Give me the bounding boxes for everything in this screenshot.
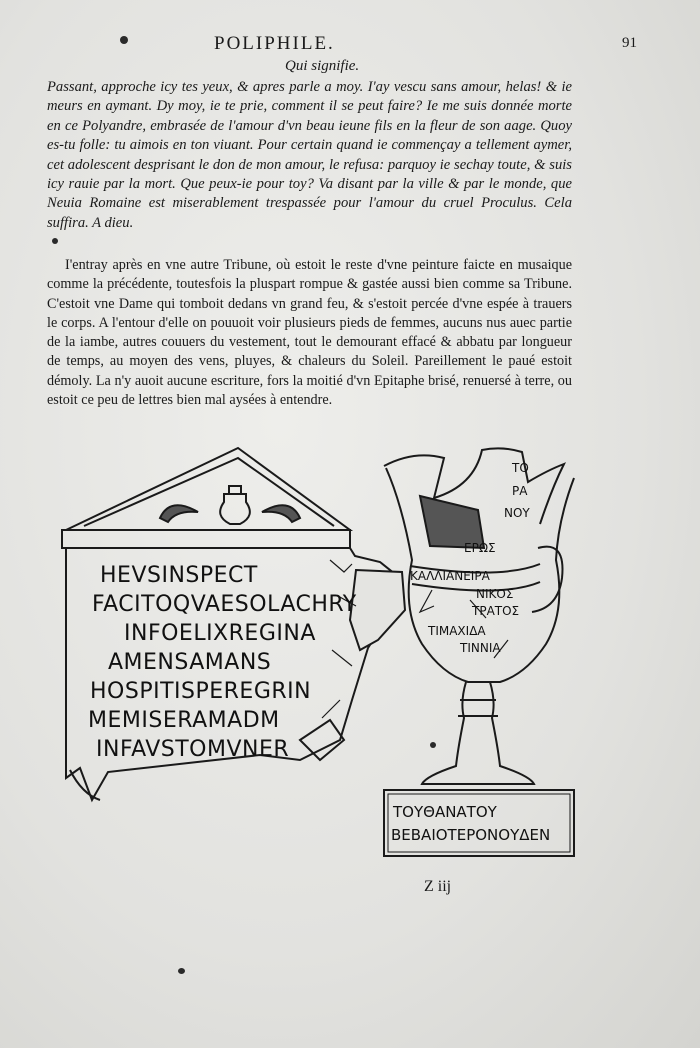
inscription-line: HOSPITISPEREGRIN <box>90 679 312 704</box>
vase-text-line: ΤΡΑΤΟΣ <box>472 604 520 618</box>
inscription-line: INFOELIXREGINA <box>124 621 316 646</box>
inscription-line: AMENSAMANS <box>108 650 272 675</box>
tablet-inscription <box>88 563 357 762</box>
vase-text-line: ΚΑΛΛΙΑΝΕΙΡΑ <box>410 569 490 583</box>
vase-inscription <box>410 461 530 655</box>
ink-spot <box>120 36 128 44</box>
page-number: 91 <box>622 35 637 51</box>
vase-text-line: ΝΟΥ <box>504 506 530 520</box>
base-text-line: ΒΕΒΑΙΟΤΕΡΟΝΟΥΔΕΝ <box>391 826 551 844</box>
inscription-line: HEVSINSPECT <box>100 563 258 588</box>
ink-spot <box>178 968 185 974</box>
running-title: POLIPHILE. <box>214 33 335 54</box>
inscription-line: MEMISERAMADM <box>88 708 280 733</box>
epitaph-text: Passant, approche icy tes yeux, & apres parle a moy. I'ay vescu sans amour, helas! & ie meurs en aymant. Dy moy, ie te prie, comment il se peut faire? Ie me suis donnée morte en ce Polyandre, embrasée de l'amour d'vn beau ieune fils en la fleur de son aage. Quoy es-tu folle: tu aimois en ton viuant. Pour certain quand ie commençay a tellement aymer, cet adolescent desprisant le don de mon amour, le refusa: parquoy ie sechay toute, & suis icy rauie par la mort. Que peux-ie pour toy? Va disant par la ville & par le monde, que Neuia Romaine est miserablement trespassée pour l'amour du cruel Proculus. Cela suffira. A dieu. <box>47 79 572 231</box>
vase-text-line: ΕΡΩΣ <box>464 541 496 555</box>
signature-mark: Z iij <box>424 878 452 895</box>
body-paragraph: I'entray après en vne autre Tribune, où estoit le reste d'vne peinture faicte en musaique comme la précédente, toutesfois la pluspart rompue & gastée aussi bien comme sa Tribune. C'estoit vne Dame qui tomboit dedans vn grand feu, & s'estoit percée d'vne espée à trauers le corps. A l'entour d'elle on pouuoit voir plusieurs pieds de femmes, aucuns nus auec partie de la iambe, autres couuers du vestement, tout le demourant effacé & abbatu par longueur de temps, au moyen des vens, pluyes, & chaleurs du Soleil. Pareillement le paué estoit démoly. La n'y auoit aucune escriture, fors la moitié d'vn Epitaphe brisé, renuersé à terre, ou estoit ce peu de lettres bien mal aysées à entendre. <box>47 257 572 409</box>
vase-base-inscription <box>391 803 550 844</box>
inscription-line: FACITOQVAESOLACHRY <box>92 592 357 617</box>
ink-spot <box>52 238 58 244</box>
vase-text-line: ΤΟ <box>512 461 529 475</box>
ink-spot <box>430 742 436 748</box>
epitaph-subtitle: Qui signifie. <box>285 58 360 74</box>
vase-text-line: ΝΙΚΟΣ <box>476 587 514 601</box>
vase-text-line: ΡΑ <box>512 484 528 498</box>
inscription-line: INFAVSTOMVNER <box>96 737 290 762</box>
vase-text-line: ΤΙΝΝΙΑ <box>460 641 501 655</box>
base-text-line: ΤΟΥΘΑΝΑΤΟΥ <box>393 803 497 821</box>
vase-text-line: ΤΙΜΑΧΙΔΑ <box>428 624 486 638</box>
